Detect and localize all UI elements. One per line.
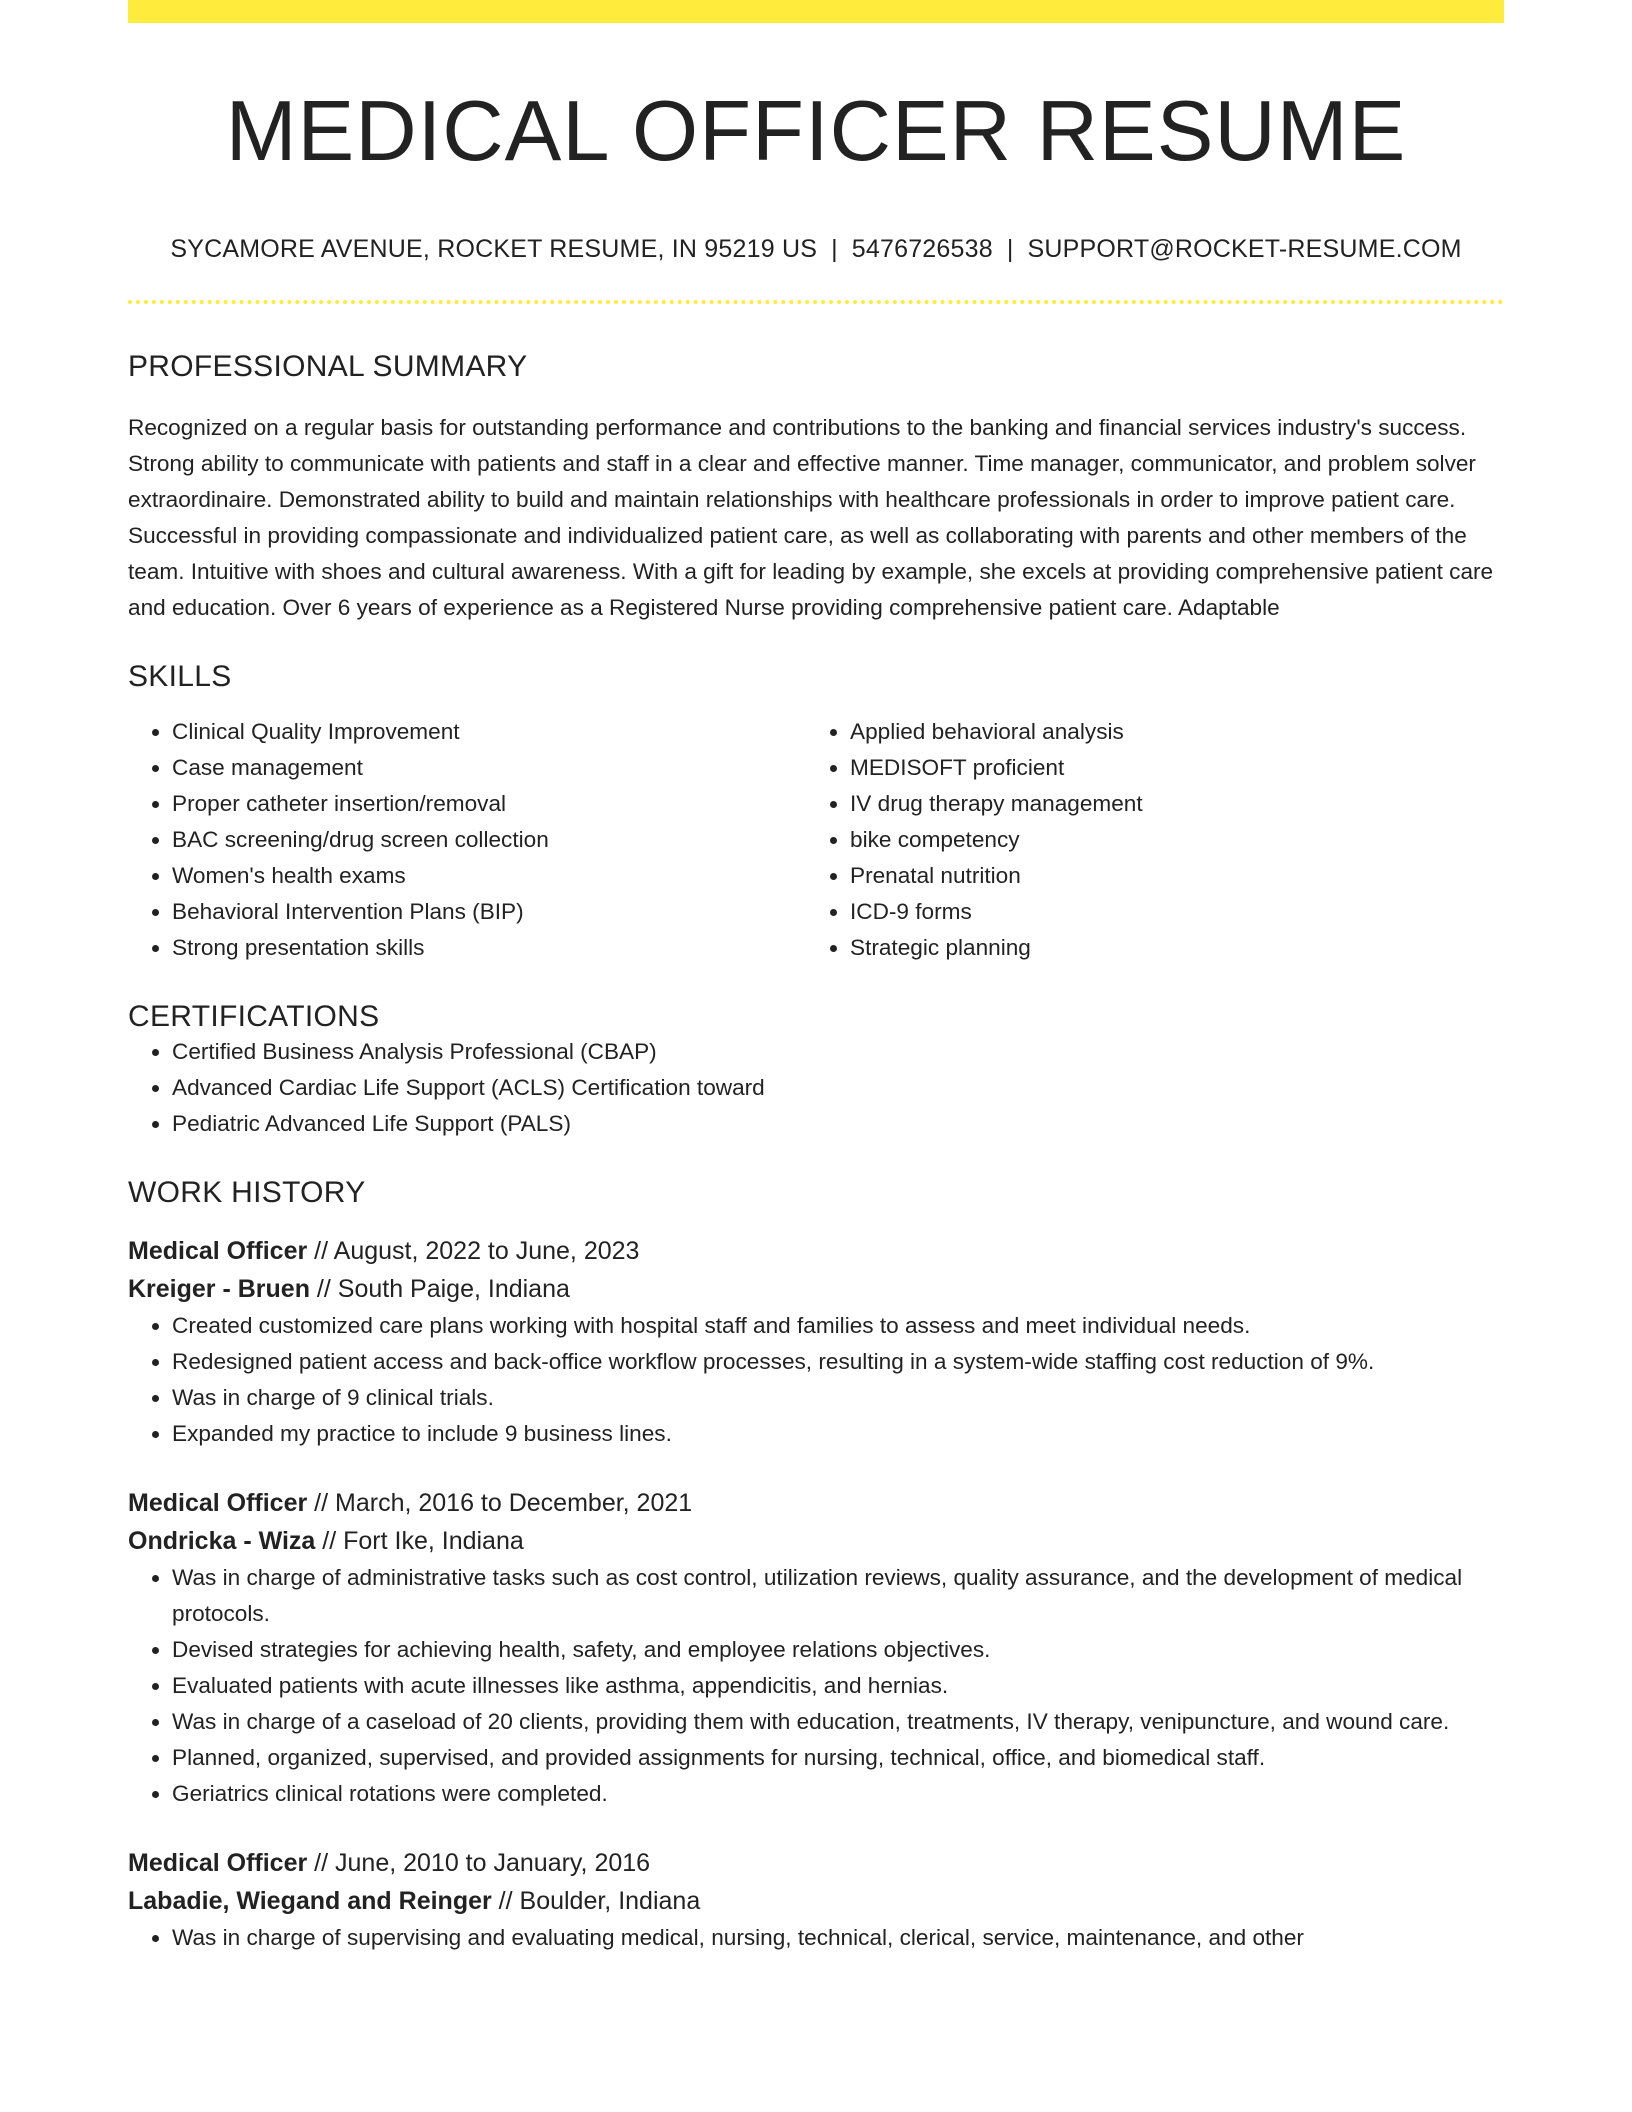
job-bullet: • Planned, organized, supervised, and provided assignments for nursing, technical, office, and biomedical staff.: [172, 1740, 1504, 1776]
contact-line: [128, 235, 1504, 264]
certification-item: • Pediatric Advanced Life Support (PALS): [172, 1106, 1504, 1142]
contact-address: SYCAMORE AVENUE, ROCKET RESUME, IN 95219 US: [170, 234, 818, 263]
skills-right-list: [806, 714, 1484, 966]
skills-columns: [128, 714, 1504, 966]
job-bullet: • Redesigned patient access and back-office workflow processes, resulting in a system-wide staffing cost reduction of 9%.: [172, 1344, 1504, 1380]
skill-item: • ICD-9 forms: [850, 894, 1484, 930]
skill-item: • Case management: [172, 750, 806, 786]
contact-separator: |: [831, 234, 838, 263]
dotted-divider: [128, 300, 1504, 304]
job-entry: [128, 1232, 1504, 1452]
skill-item: • IV drug therapy management: [850, 786, 1484, 822]
certifications-heading: CERTIFICATIONS: [128, 999, 380, 1033]
skills-left-list: [128, 714, 806, 966]
job-bullet: • Was in charge of administrative tasks such as cost control, utilization reviews, quality assurance, and the development of medical protocols.: [172, 1560, 1504, 1632]
skill-item: • Prenatal nutrition: [850, 858, 1484, 894]
contact-separator: |: [1006, 234, 1014, 263]
certifications-list: [128, 1034, 1504, 1142]
resume-title: MEDICAL OFFICER RESUME: [225, 84, 1407, 179]
contact-phone: 5476726538: [851, 234, 993, 263]
work-history-heading: WORK HISTORY: [128, 1175, 366, 1209]
job-location: // Fort Ike, Indiana: [315, 1526, 524, 1555]
job-entry: [128, 1484, 1504, 1812]
skill-item: • MEDISOFT proficient: [850, 750, 1484, 786]
top-accent-bar: [128, 0, 1504, 23]
job-location: // Boulder, Indiana: [491, 1886, 701, 1915]
job-company-line: [128, 1522, 1504, 1560]
job-title: Medical Officer: [128, 1848, 308, 1877]
job-company: Kreiger - Bruen: [128, 1274, 310, 1303]
certification-item: • Advanced Cardiac Life Support (ACLS) Certification toward: [172, 1070, 1504, 1106]
skill-item: • Proper catheter insertion/removal: [172, 786, 806, 822]
job-title-line: [128, 1232, 1504, 1270]
skill-item: • Applied behavioral analysis: [850, 714, 1484, 750]
skill-item: • bike competency: [850, 822, 1484, 858]
job-title: Medical Officer: [128, 1488, 308, 1517]
job-title-line: [128, 1484, 1504, 1522]
job-bullet: • Devised strategies for achieving health, safety, and employee relations objectives.: [172, 1632, 1504, 1668]
summary-text: Recognized on a regular basis for outstanding performance and contributions to the banking and financial services industry's success. Strong ability to communicate with patients and staff in a clear and effective manner. Time manager, communicator, and problem solver extraordinaire. Demonstrated ability to build and maintain relationships with healthcare professionals in order to improve patient care. Successful in providing compassionate and individualized patient care, as well as collaborating with parents and other members of the team. Intuitive with shoes and cultural awareness. With a gift for leading by example, she excels at providing comprehensive patient care and education. Over 6 years of experience as a Registered Nurse providing comprehensive patient care. Adaptable: [128, 414, 1494, 620]
job-dates: // August, 2022 to June, 2023: [307, 1236, 640, 1265]
summary-heading: PROFESSIONAL SUMMARY: [128, 349, 528, 383]
job-bullet: • Was in charge of supervising and evaluating medical, nursing, technical, clerical, service, maintenance, and other: [172, 1920, 1504, 1956]
job-company: Ondricka - Wiza: [128, 1526, 316, 1555]
skill-item: • Strategic planning: [850, 930, 1484, 966]
job-bullet: • Was in charge of 9 clinical trials.: [172, 1380, 1504, 1416]
job-bullets: [128, 1920, 1504, 1956]
job-bullets: [128, 1560, 1504, 1812]
skill-item: • Women's health exams: [172, 858, 806, 894]
job-bullet: • Geriatrics clinical rotations were completed.: [172, 1776, 1504, 1812]
skill-item: • Clinical Quality Improvement: [172, 714, 806, 750]
skill-item: • Strong presentation skills: [172, 930, 806, 966]
job-dates: // March, 2016 to December, 2021: [307, 1488, 693, 1517]
job-dates: // June, 2010 to January, 2016: [307, 1848, 651, 1877]
skills-heading: SKILLS: [128, 659, 232, 693]
certification-item: • Certified Business Analysis Professional (CBAP): [172, 1034, 1504, 1070]
job-bullet: • Evaluated patients with acute illnesses like asthma, appendicitis, and hernias.: [172, 1668, 1504, 1704]
job-title-line: [128, 1844, 1504, 1882]
job-entry: [128, 1844, 1504, 1956]
job-bullet: • Created customized care plans working with hospital staff and families to assess and meet individual needs.: [172, 1308, 1504, 1344]
skill-item: • Behavioral Intervention Plans (BIP): [172, 894, 806, 930]
job-bullets: [128, 1308, 1504, 1452]
resume-page: [128, 0, 1504, 1956]
job-bullet: • Was in charge of a caseload of 20 clients, providing them with education, treatments, IV therapy, venipuncture, and wound care.: [172, 1704, 1504, 1740]
job-company-line: [128, 1882, 1504, 1920]
contact-email: SUPPORT@ROCKET-RESUME.COM: [1027, 234, 1462, 263]
job-company-line: [128, 1270, 1504, 1308]
job-company: Labadie, Wiegand and Reinger: [128, 1886, 492, 1915]
job-bullet: • Expanded my practice to include 9 business lines.: [172, 1416, 1504, 1452]
job-location: // South Paige, Indiana: [309, 1274, 570, 1303]
skill-item: • BAC screening/drug screen collection: [172, 822, 806, 858]
job-title: Medical Officer: [128, 1236, 308, 1265]
